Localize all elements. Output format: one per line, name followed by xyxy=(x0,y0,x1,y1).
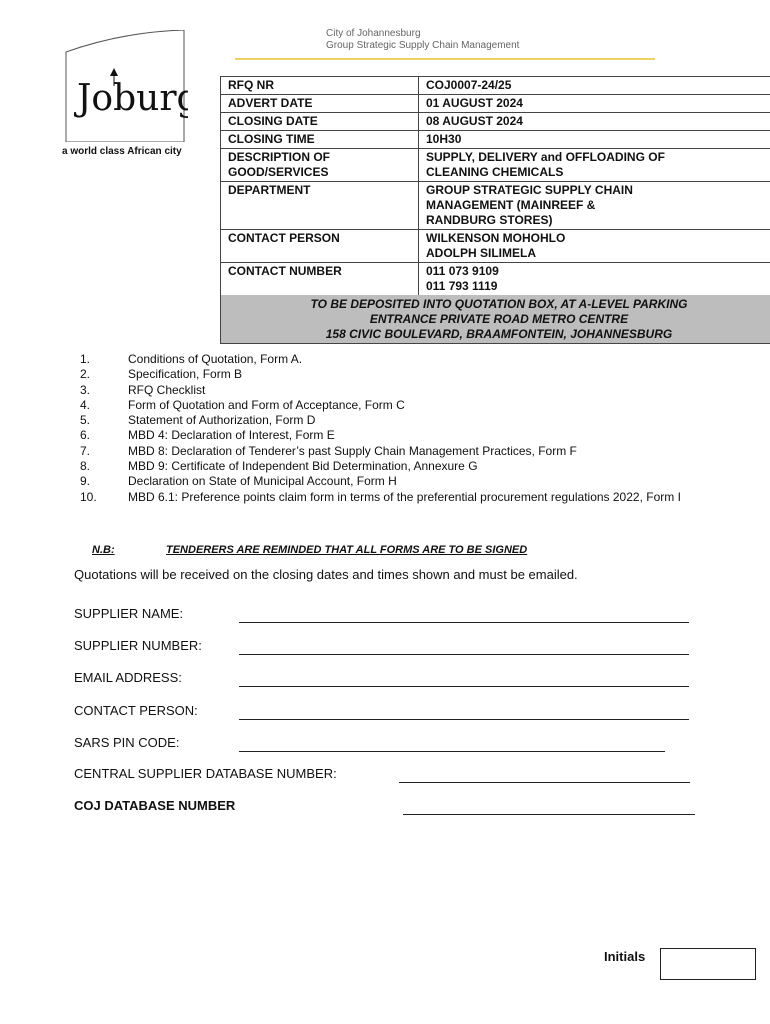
rfq-row-value-line: COJ0007-24/25 xyxy=(426,78,512,92)
list-item-number: 10. xyxy=(80,489,97,504)
list-item-text: RFQ Checklist xyxy=(128,382,206,397)
logo-tagline: a world class African city xyxy=(62,146,182,157)
contact-person-field[interactable] xyxy=(239,719,689,720)
list-item-text: MBD 8: Declaration of Tenderer’s past Supply Chain Management Practices, Form F xyxy=(128,443,577,458)
logo-wordmark: Joburg xyxy=(77,78,188,119)
rfq-table-row xyxy=(221,149,770,182)
contact-person-label: CONTACT PERSON: xyxy=(74,703,198,718)
header-divider xyxy=(235,58,655,60)
list-item-number: 8. xyxy=(80,459,91,474)
email-address-field[interactable] xyxy=(239,686,689,687)
list-item xyxy=(80,444,720,459)
list-item-text: MBD 6.1: Preference points claim form in terms of the preferential procurement regulations 2022, Form I xyxy=(128,489,681,504)
rfq-row-value xyxy=(419,263,770,295)
rfq-details-table xyxy=(220,76,770,344)
rfq-row-value-line: 01 AUGUST 2024 xyxy=(426,96,523,110)
sars-pin-field[interactable] xyxy=(239,751,665,752)
rfq-row-label: CONTACT NUMBER xyxy=(221,263,419,295)
rfq-row-value xyxy=(419,113,770,130)
required-forms-list xyxy=(80,352,720,505)
initials-label: Initials xyxy=(604,949,646,964)
coj-db-number-field[interactable] xyxy=(403,814,695,815)
rfq-row-label: ADVERT DATE xyxy=(221,95,419,112)
rfq-row-value-line: WILKENSON MOHOHLO xyxy=(426,231,566,245)
supplier-name-field[interactable] xyxy=(239,622,689,623)
supplier-name-label: SUPPLIER NAME: xyxy=(74,606,184,621)
rfq-row-value xyxy=(419,182,770,229)
csd-number-field[interactable] xyxy=(399,782,690,783)
rfq-row-value-line: GROUP STRATEGIC SUPPLY CHAIN xyxy=(426,183,633,197)
rfq-table-row xyxy=(221,230,770,263)
rfq-row-value-line: 10H30 xyxy=(426,132,462,146)
list-item-number: 5. xyxy=(80,413,91,428)
list-item-text: Declaration on State of Municipal Account, Form H xyxy=(128,474,397,489)
coj-db-number-label: COJ DATABASE NUMBER xyxy=(74,798,236,813)
email-address-label: EMAIL ADDRESS: xyxy=(74,670,182,685)
rfq-row-value-line: 011 073 9109 xyxy=(426,264,499,278)
list-item-text: MBD 9: Certificate of Independent Bid Determination, Annexure G xyxy=(128,459,478,474)
list-item-number: 7. xyxy=(80,443,91,458)
supplier-number-label: SUPPLIER NUMBER: xyxy=(74,638,202,653)
list-item-number: 2. xyxy=(80,367,91,382)
list-item-text: MBD 4: Declaration of Interest, Form E xyxy=(128,428,335,443)
list-item-number: 1. xyxy=(80,352,91,366)
list-item xyxy=(80,352,720,367)
deposit-instructions xyxy=(221,295,770,343)
list-item xyxy=(80,428,720,443)
rfq-row-label: DEPARTMENT xyxy=(221,182,419,229)
rfq-row-value xyxy=(419,230,770,262)
nb-label: N.B: xyxy=(92,544,115,556)
list-item xyxy=(80,383,720,398)
rfq-row-label: CLOSING TIME xyxy=(221,131,419,148)
rfq-row-value xyxy=(419,149,770,181)
deposit-line: 158 CIVIC BOULEVARD, BRAAMFONTEIN, JOHANNESBURG xyxy=(325,327,673,341)
list-item xyxy=(80,398,720,413)
rfq-row-label: CONTACT PERSON xyxy=(221,230,419,262)
rfq-table-row xyxy=(221,131,770,149)
nb-text: TENDERERS ARE REMINDED THAT ALL FORMS ARE TO BE SIGNED xyxy=(166,544,528,556)
rfq-table-row xyxy=(221,263,770,295)
initials-box[interactable] xyxy=(660,948,756,980)
list-item-number: 3. xyxy=(80,382,91,397)
rfq-row-value xyxy=(419,95,770,112)
rfq-table-row xyxy=(221,182,770,230)
rfq-row-label: DESCRIPTION OF GOOD/SERVICES xyxy=(221,149,419,181)
list-item-number: 6. xyxy=(80,428,91,443)
rfq-row-value xyxy=(419,131,770,148)
rfq-row-value-line: SUPPLY, DELIVERY and OFFLOADING OF xyxy=(426,150,665,164)
list-item xyxy=(80,413,720,428)
list-item xyxy=(80,474,720,489)
joburg-logo xyxy=(62,30,188,142)
rfq-row-value-line: ADOLPH SILIMELA xyxy=(426,246,536,260)
org-department: Group Strategic Supply Chain Management xyxy=(326,40,520,51)
deposit-line: ENTRANCE PRIVATE ROAD METRO CENTRE xyxy=(369,312,629,326)
csd-number-label: CENTRAL SUPPLIER DATABASE NUMBER: xyxy=(74,766,337,781)
quotation-note: Quotations will be received on the closing dates and times shown and must be emailed. xyxy=(74,567,578,582)
list-item-number: 4. xyxy=(80,397,91,412)
rfq-row-value-line: MANAGEMENT (MAINREEF & xyxy=(426,198,596,212)
rfq-row-value-line: 011 793 1119 xyxy=(426,279,498,293)
rfq-row-value-line: CLEANING CHEMICALS xyxy=(426,165,564,179)
list-item xyxy=(80,490,720,505)
list-item-text: Statement of Authorization, Form D xyxy=(128,413,316,428)
rfq-row-value-line: RANDBURG STORES) xyxy=(426,213,553,227)
list-item-text: Form of Quotation and Form of Acceptance, Form C xyxy=(128,397,405,412)
org-name: City of Johannesburg xyxy=(326,28,421,39)
rfq-table-row xyxy=(221,77,770,95)
list-item-text: Conditions of Quotation, Form A. xyxy=(128,352,303,366)
list-item-number: 9. xyxy=(80,474,91,489)
deposit-line: TO BE DEPOSITED INTO QUOTATION BOX, AT A-LEVEL PARKING xyxy=(310,297,688,311)
sars-pin-label: SARS PIN CODE: xyxy=(74,735,180,750)
list-item-text: Specification, Form B xyxy=(128,367,243,382)
rfq-row-label: CLOSING DATE xyxy=(221,113,419,130)
rfq-row-value xyxy=(419,77,770,94)
rfq-row-label: RFQ NR xyxy=(221,77,419,94)
rfq-table-row xyxy=(221,113,770,131)
rfq-row-value-line: 08 AUGUST 2024 xyxy=(426,114,523,128)
list-item xyxy=(80,367,720,382)
supplier-number-field[interactable] xyxy=(239,654,689,655)
rfq-table-row xyxy=(221,95,770,113)
list-item xyxy=(80,459,720,474)
